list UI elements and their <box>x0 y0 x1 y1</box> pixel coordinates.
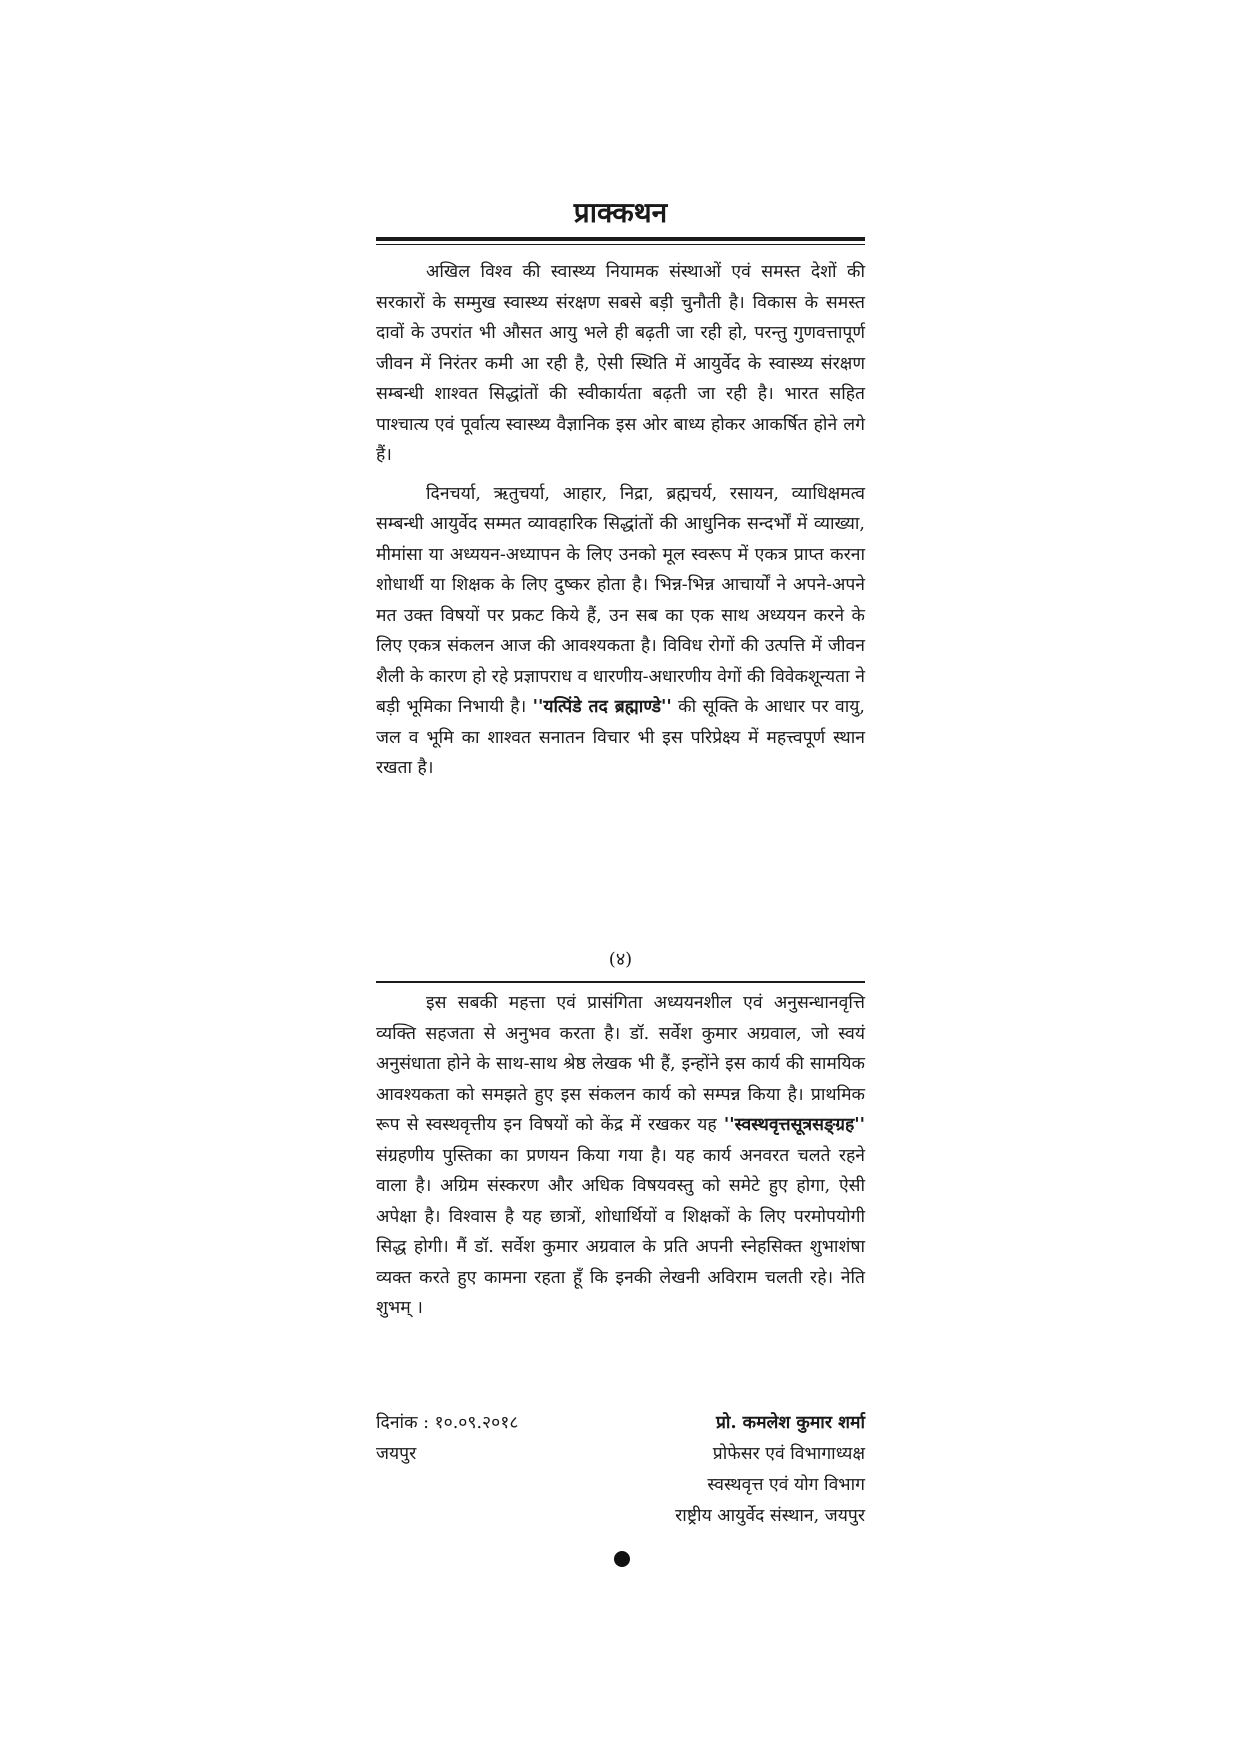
paragraph-3 <box>376 988 865 1324</box>
date-line: दिनांक : १०.०९.२०१८ <box>376 1413 519 1433</box>
place-line: जयपुर <box>376 1444 417 1464</box>
author-details <box>675 1408 865 1532</box>
title-rule-thin <box>376 244 865 245</box>
paragraph-3-text: इस सबकी महत्ता एवं प्रासंगिता अध्ययनशील एवं अनुसन्धानवृत्ति व्यक्ति सहजता से अनुभव करता है। डॉ. सर्वेश कुमार अग्रवाल, जो स्वयं अनुसंधाता होने के साथ-साथ श्रेष्ठ लेखक भी हैं, इन्होंने इस कार्य की सामयिक आवश्यकता को समझते हुए इस संकलन कार्य को सम्पन्न किया है। प्राथमिक रूप से स्वस्थवृत्तीय इन विषयों को केंद्र में रखकर यह <box>376 993 865 1135</box>
date-place <box>376 1408 518 1470</box>
end-bullet-icon <box>614 1551 630 1567</box>
paragraph-2-text-end: की सूक्ति के आधार पर वायु, जल व भूमि का शाश्वत सनातन विचार भी इस परिप्रेक्ष्य में महत्त्वपूर्ण स्थान रखता है। <box>376 697 865 778</box>
title-rule-thick <box>376 237 865 241</box>
author-institute: राष्ट्रीय आयुर्वेद संस्थान, जयपुर <box>675 1506 865 1526</box>
paragraph-1: अखिल विश्व की स्वास्थ्य नियामक संस्थाओं एवं समस्त देशों की सरकारों के सम्मुख स्वास्थ्य संरक्षण सबसे बड़ी चुनौती है। विकास के समस्त दावों के उपरांत भी औसत आयु भले ही बढ़ती जा रही हो, परन्तु गुणवत्तापूर्ण जीवन में निरंतर कमी आ रही है, ऐसी स्थिति में आयुर्वेद के स्वास्थ्य संरक्षण सम्बन्धी शाश्वत सिद्धांतों की स्वीकार्यता बढ़ती जा रही है। भारत सहित पाश्चात्य एवं पूर्वात्य स्वास्थ्य वैज्ञानिक इस ओर बाध्य होकर आकर्षित होने लगे हैं। <box>376 262 865 465</box>
page <box>376 195 865 1526</box>
page-number: (४) <box>608 949 633 970</box>
paragraph-3-text-end: संग्रहणीय पुस्तिका का प्रणयन किया गया है। यह कार्य अनवरत चलते रहने वाला है। अग्रिम संस्करण और अधिक विषयवस्तु को समेटे हुए होगा, ऐसी अपेक्षा है। विश्वास है यह छात्रों, शोधार्थियों व शिक्षकों के लिए परमोपयोगी सिद्ध होगी। मैं डॉ. सर्वेश कुमार अग्रवाल के प्रति अपनी स्नेहसिक्त शुभाशंषा व्यक्त करते हुए कामना रहता हूँ कि इनकी लेखनी अविराम चलती रहे। नेति शुभम् । <box>376 1145 865 1318</box>
author-name: प्रो. कमलेश कुमार शर्मा <box>715 1413 865 1433</box>
paragraph-2-quote: ''यत्पिंडे तद ब्रह्माण्डे'' <box>532 697 672 717</box>
paragraph-2-text: दिनचर्या, ऋतुचर्या, आहार, निद्रा, ब्रह्मचर्य, रसायन, व्याधिक्षमत्व सम्बन्धी आयुर्वेद सम्मत व्यावहारिक सिद्धांतों की आधुनिक सन्दर्भों में व्याख्या, मीमांसा या अध्ययन-अध्यापन के लिए उनको मूल स्वरूप में एकत्र प्राप्त करना शोधार्थी या शिक्षक के लिए दुष्कर होता है। भिन्न-भिन्न आचार्यों ने अपने-अपने मत उक्त विषयों पर प्रकट किये हैं, उन सब का एक साथ अध्ययन करने के लिए एकत्र संकलन आज की आवश्यकता है। विविध रोगों की उत्पत्ति में जीवन शैली के कारण हो रहे प्रज्ञापराध व धारणीय-अधारणीय वेगों की विवेकशून्यता ने बड़ी भूमिका निभायी है। <box>376 483 865 717</box>
author-designation: प्रोफेसर एवं विभागाध्यक्ष <box>712 1444 865 1464</box>
page-title: प्राक्कथन <box>573 196 668 229</box>
author-department: स्वस्थवृत्त एवं योग विभाग <box>707 1475 865 1495</box>
paragraph-3-quote: ''स्वस्थवृत्तसूत्रसङ्ग्रह'' <box>723 1115 865 1135</box>
page-divider <box>376 981 865 983</box>
paragraph-2 <box>376 479 865 784</box>
